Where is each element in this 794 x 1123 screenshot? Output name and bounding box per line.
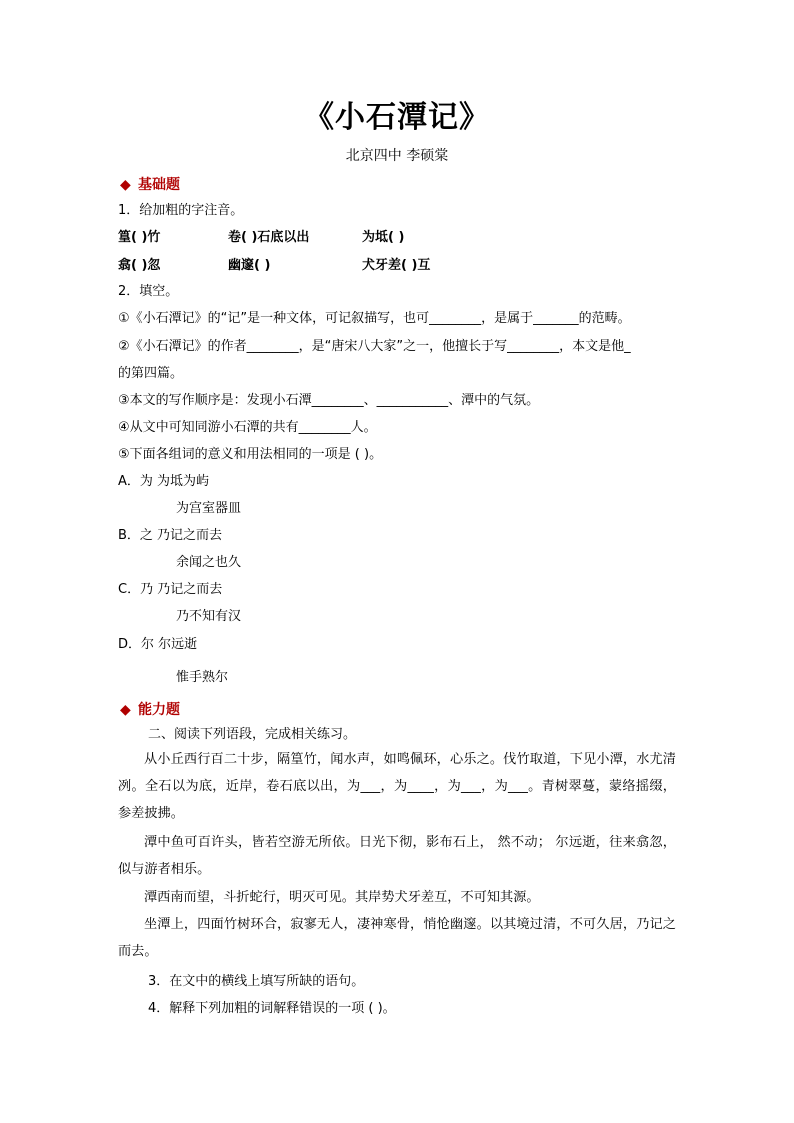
fill-item: ①《小石潭记》的“记”是一种文体，可记叙描写，也可________，是属于_______的范畴。 bbox=[118, 311, 631, 326]
fill-item: ⑤下面各组词的意义和用法相同的一项是 ( )。 bbox=[118, 447, 383, 462]
passage-paragraph: 从小丘西行百二十步，隔篁竹，闻水声，如鸣佩环，心乐之。伐竹取道，下见小潭，水尤清冽。全石以为底，近岸，卷石底以出，为___，为____，为___，为___。青树翠蔓，蒙络摇缀，参差披拂。 bbox=[118, 752, 676, 821]
reading-intro: 二、阅读下列语段，完成相关练习。 bbox=[148, 727, 357, 742]
section-label: 能力题 bbox=[138, 702, 180, 718]
passage-paragraph: 坐潭上，四面竹树环合，寂寥无人，凄神寒骨，悄怆幽邃。以其境过清，不可久居，乃记之而去。 bbox=[118, 917, 676, 959]
option-c: C．乃 乃记之而去 bbox=[118, 582, 223, 597]
pinyin-item: 幽邃( ) bbox=[228, 258, 271, 273]
diamond-icon: ◆ bbox=[120, 702, 131, 718]
page-title: 《小石潭记》 bbox=[304, 100, 490, 135]
passage-paragraph: 潭西南而望，斗折蛇行，明灭可见。其岸势犬牙差互，不可知其源。 bbox=[144, 890, 540, 905]
fill-item: ④从文中可知同游小石潭的共有________人。 bbox=[118, 420, 377, 435]
question-1-stem: 1．给加粗的字注音。 bbox=[118, 203, 244, 218]
author-line: 北京四中 李硕棠 bbox=[345, 148, 449, 164]
option-c-sub: 乃不知有汉 bbox=[176, 609, 242, 624]
pinyin-item: 为坻( ) bbox=[362, 230, 405, 245]
option-a: A．为 为坻为屿 bbox=[118, 474, 210, 489]
section-heading-ability bbox=[120, 700, 180, 720]
option-b: B．之 乃记之而去 bbox=[118, 528, 223, 543]
diamond-icon: ◆ bbox=[120, 177, 131, 193]
section-label: 基础题 bbox=[138, 177, 180, 193]
question-4: 4．解释下列加粗的词解释错误的一项 ( )。 bbox=[148, 1001, 396, 1016]
pinyin-item: 翕( )忽 bbox=[118, 258, 161, 273]
section-heading-basic bbox=[120, 175, 180, 195]
fill-item: ②《小石潭记》的作者________，是“唐宋八大家”之一，他擅长于写________，本文是他_ bbox=[118, 339, 631, 354]
option-b-sub: 余闻之也久 bbox=[176, 555, 242, 570]
pinyin-item: 犬牙差( )互 bbox=[362, 258, 431, 273]
option-d-sub: 惟手熟尔 bbox=[176, 670, 229, 685]
option-a-sub: 为宫室器皿 bbox=[176, 501, 242, 516]
pinyin-item: 卷( )石底以出 bbox=[228, 230, 310, 245]
option-d: D．尔 尔远逝 bbox=[118, 637, 198, 652]
fill-item: 的第四篇。 bbox=[118, 366, 184, 381]
question-3: 3．在文中的横线上填写所缺的语句。 bbox=[148, 974, 365, 989]
pinyin-item: 篁( )竹 bbox=[118, 230, 161, 245]
passage-paragraph: 潭中鱼可百许头，皆若空游无所依。日光下彻，影布石上， 然不动； 尔远逝，往来翕忽，似与游者相乐。 bbox=[118, 835, 676, 877]
fill-item: ③本文的写作顺序是：发现小石潭________、___________、潭中的气氛。 bbox=[118, 393, 540, 408]
question-2-stem: 2．填空。 bbox=[118, 284, 179, 299]
